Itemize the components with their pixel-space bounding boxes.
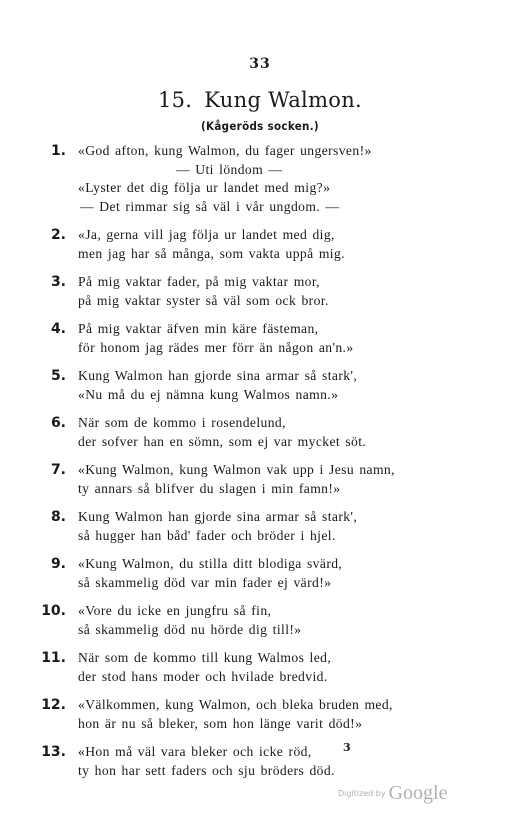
- watermark-prefix: Digitized by: [338, 789, 386, 798]
- stanza-line: der stod hans moder och hvilade bredvid.: [78, 668, 328, 684]
- stanza-line: på mig vaktar syster så väl som ock bror.: [78, 292, 329, 308]
- stanza-line: «Nu må du ej nämna kung Walmos namn.»: [78, 386, 339, 402]
- stanza-number: 7.: [50, 462, 66, 478]
- stanza-line: Kung Walmon han gjorde sina armar så stark',: [78, 368, 358, 383]
- stanza-line: der sofver han en sömn, som ej var mycket söt.: [78, 433, 367, 449]
- stanza-line: «Lyster det dig följa ur landet med mig?»: [78, 180, 331, 195]
- stanza-line: ty hon har sett faders och sju bröders död.: [78, 762, 335, 778]
- stanza-line: När som de kommo i rosendelund,: [78, 415, 286, 430]
- stanza-line: «Ja, gerna vill jag följa ur landet med dig,: [78, 227, 335, 242]
- poem-subtitle: (Kågeröds socken.): [201, 119, 319, 133]
- stanza-line: «Kung Walmon, kung Walmon vak upp i Jesu namn,: [78, 462, 395, 477]
- stanza-line: hon är nu så bleker, som hon länge varit död!»: [78, 715, 363, 731]
- stanza-line: för honom jag rädes mer förr än någon an'n.»: [78, 339, 354, 355]
- stanza-line: «Välkommen, kung Walmon, och bleka bruden med,: [78, 697, 393, 712]
- stanza-number: 8.: [50, 509, 66, 525]
- poem-number: 15.: [157, 88, 193, 112]
- stanza-line: När som de kommo till kung Walmos led,: [78, 650, 332, 665]
- stanza-line: så hugger han båd' fader och bröder i hjel.: [78, 527, 336, 543]
- poem-title: [0, 88, 520, 112]
- page-number: 33: [249, 56, 271, 72]
- stanza-line: men jag har så många, som vakta uppå mig.: [78, 245, 345, 261]
- stanza-line: «Kung Walmon, du stilla ditt blodiga svärd,: [78, 556, 343, 571]
- stanza-line: ty annars så blifver du slagen i min famn!»: [78, 480, 341, 496]
- stanza-number: 3.: [50, 274, 66, 290]
- signature-mark: 3: [343, 741, 351, 754]
- stanza-line: — Det rimmar sig så väl i vår ungdom. —: [80, 198, 340, 214]
- stanza-number: 10.: [41, 603, 66, 619]
- stanza-line: På mig vaktar fader, på mig vaktar mor,: [78, 274, 321, 289]
- stanza-line: så skammelig död nu hörde dig till!»: [78, 621, 302, 637]
- watermark-brand: Google: [388, 782, 448, 804]
- stanza-number: 9.: [50, 556, 66, 572]
- stanza-line: så skammelig död var min fader ej värd!»: [78, 574, 332, 590]
- stanza-line: «Vore du icke en jungfru så fin,: [78, 603, 272, 618]
- stanza-line: — Uti löndom —: [176, 161, 283, 177]
- stanza-line: «God afton, kung Walmon, du fager ungersven!»: [78, 143, 372, 158]
- stanza-number: 2.: [50, 227, 66, 243]
- stanza-line: På mig vaktar äfven min käre fästeman,: [78, 321, 319, 336]
- stanza-number: 1.: [50, 143, 66, 159]
- digitized-watermark: [338, 782, 448, 805]
- stanza-number: 4.: [50, 321, 66, 337]
- stanza-number: 6.: [50, 415, 66, 431]
- stanza-number: 13.: [41, 744, 66, 760]
- stanza-number: 5.: [50, 368, 66, 384]
- stanza-line: Kung Walmon han gjorde sina armar så stark',: [78, 509, 358, 524]
- stanza-number: 11.: [41, 650, 66, 666]
- stanza-line: «Hon må väl vara bleker och icke röd,: [78, 744, 312, 759]
- poem-title-text: Kung Walmon.: [204, 88, 363, 112]
- stanza-number: 12.: [41, 697, 66, 713]
